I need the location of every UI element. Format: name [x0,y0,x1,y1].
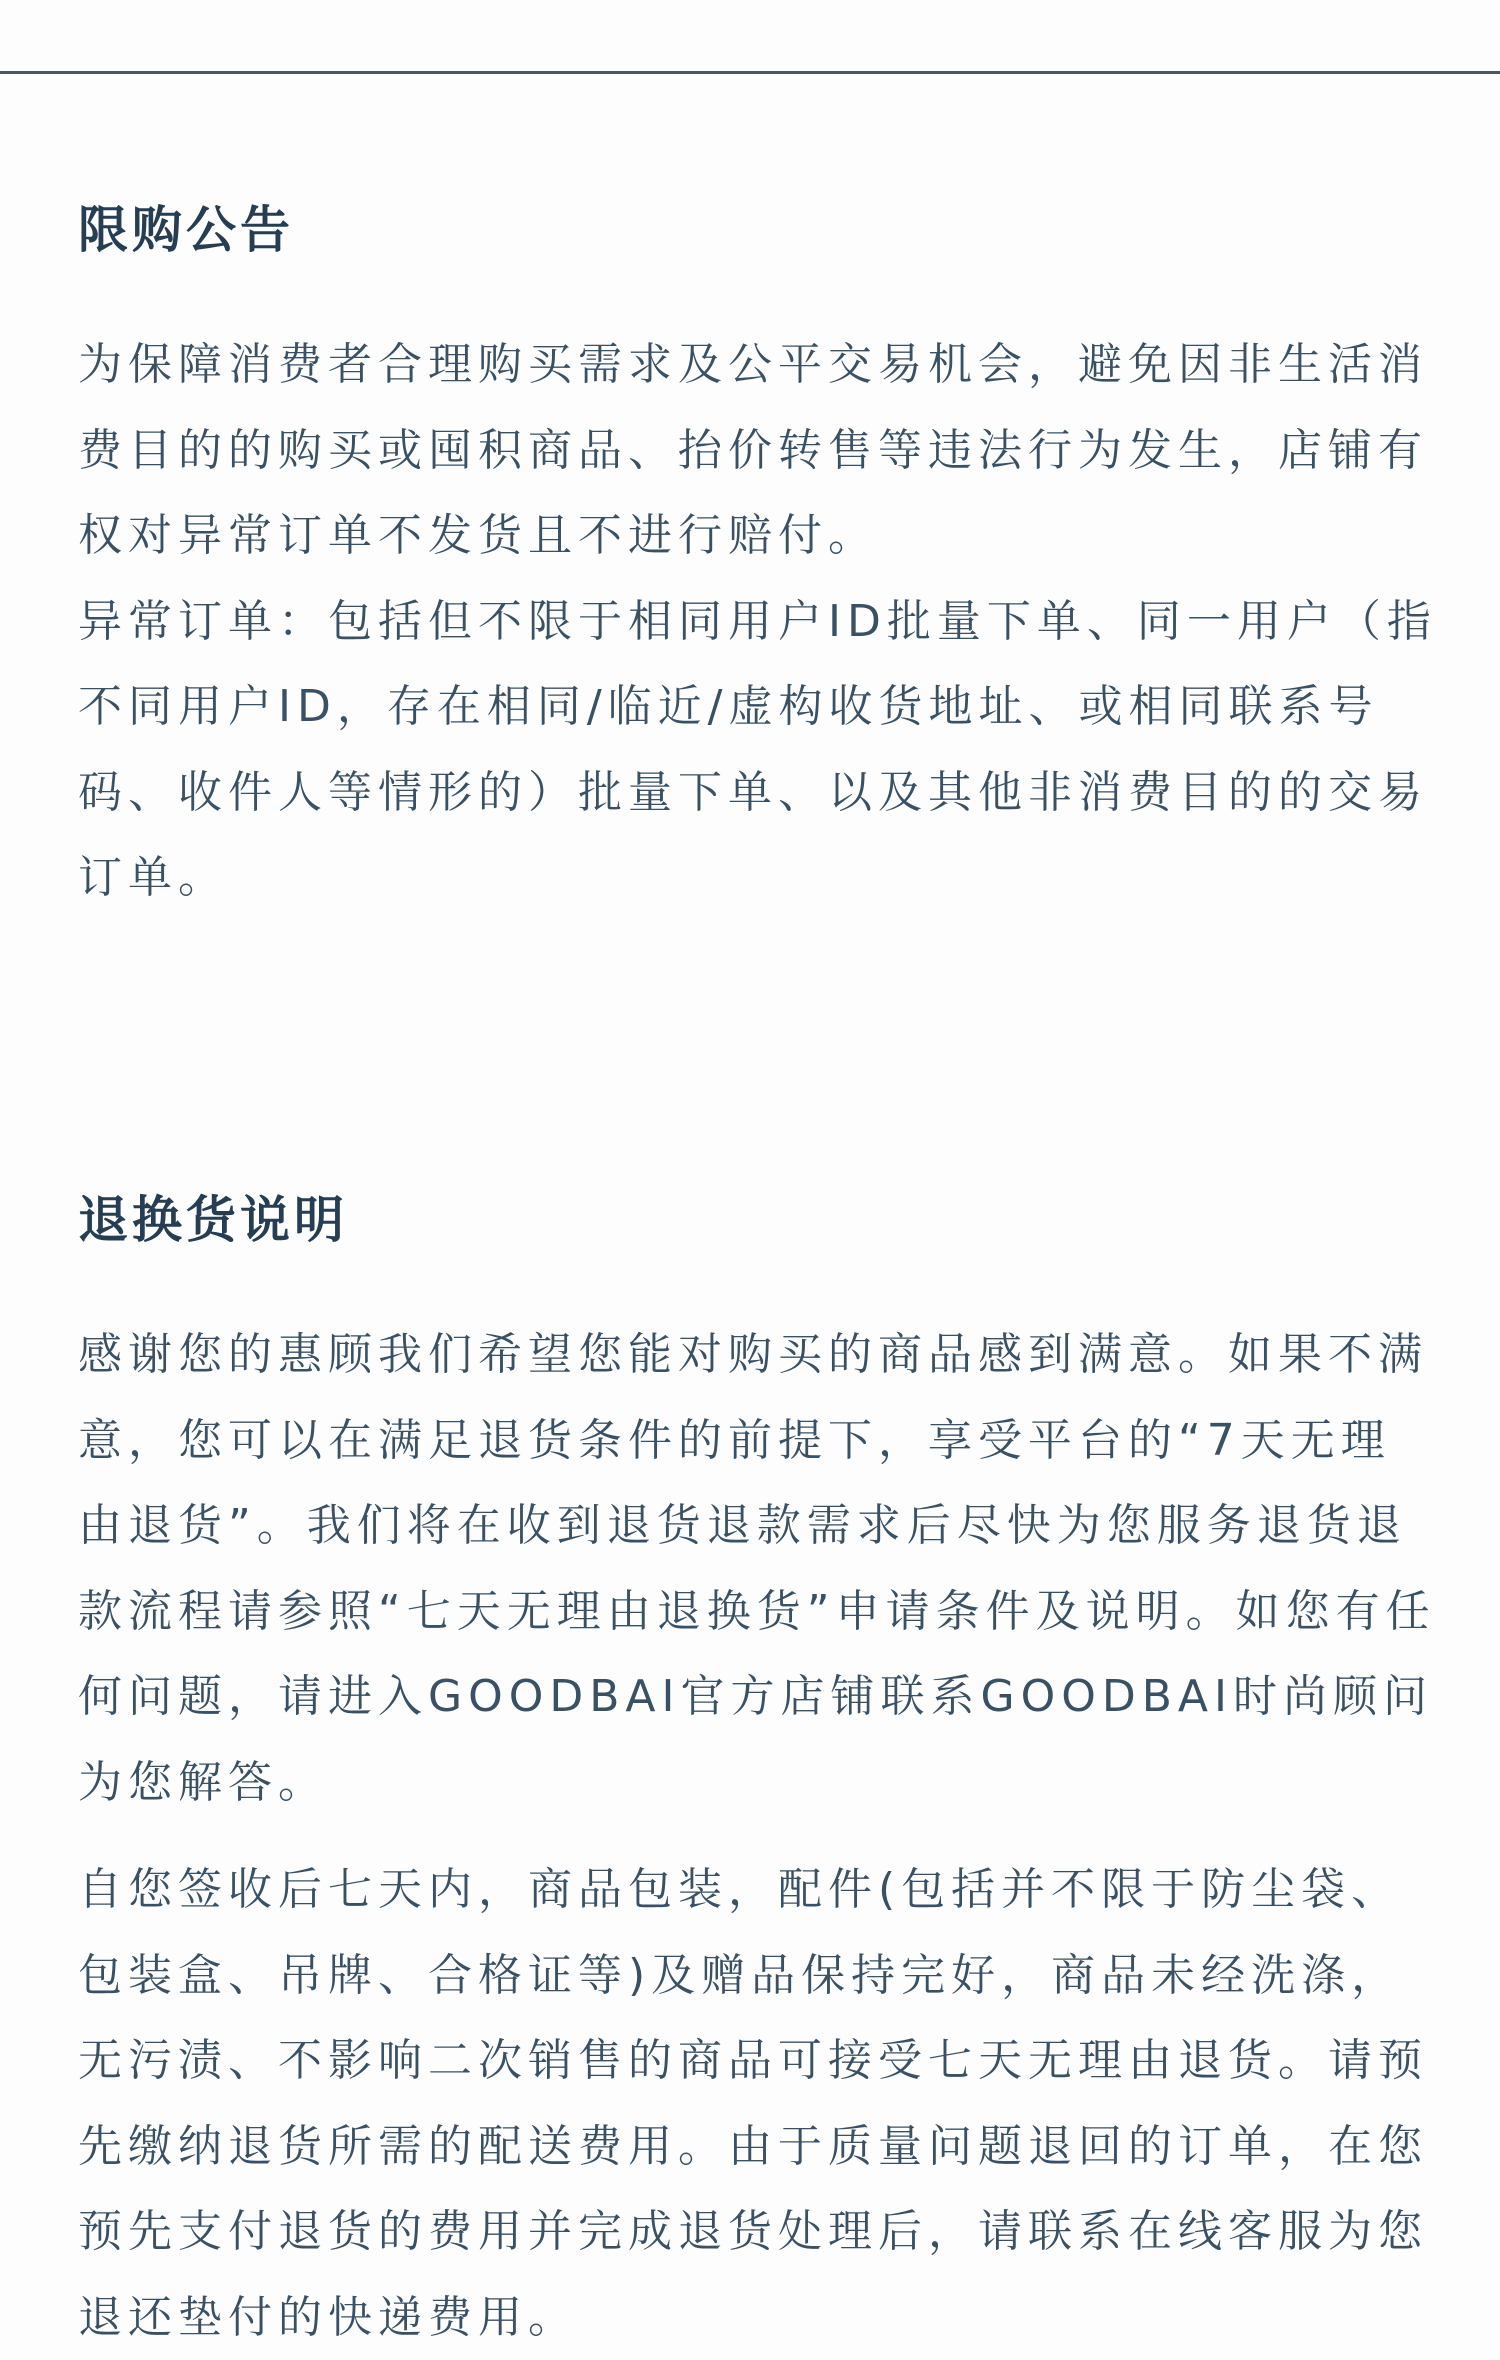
abnormal-order-paragraph: 异常订单：包括但不限于相同用户ID批量下单、同一用户（指不同用户ID，存在相同/临近/虚构收货地址、或相同联系号码、收件人等情形的）批量下单、以及其他非消费目的的交易订单。 [78,595,1437,903]
return-policy-title: 退换货说明 [78,1191,348,1249]
return-policy-body [78,1312,1438,2360]
return-conditions-paragraph: 自您签收后七天内，商品包装，配件(包括并不限于防尘袋、包装盒、吊牌、合格证等)及赠品保持完好，商品未经洗涤，无污渍、不影响二次销售的商品可接受七天无理由退货。请预先缴纳退货所需的配送费用。由于质量问题退回的订单，在您预先支付退货的费用并完成退货处理后，请联系在线客服为您退还垫付的快递费用。 [78,1864,1428,2343]
purchase-limit-section [78,200,1438,921]
return-policy-section [78,1190,1438,2360]
purchase-limit-body [78,322,1438,921]
return-thanks-paragraph: 感谢您的惠顾我们希望您能对购买的商品感到满意。如果不满意，您可以在满足退货条件的前提下，享受平台的“7天无理由退货”。我们将在收到退货退款需求后尽快为您服务退货退款流程请参照“七天无理由退换货”申请条件及说明。如您有任何问题，请进入GOODBAI官方店铺联系GOODBAI时尚顾问为您解答。 [78,1329,1436,1808]
purchase-limit-title: 限购公告 [78,201,294,259]
purchase-limit-paragraph: 为保障消费者合理购买需求及公平交易机会，避免因非生活消费目的的购买或囤积商品、抬价转售等违法行为发生，店铺有权对异常订单不发货且不进行赔付。 [78,339,1428,561]
top-divider [0,71,1500,74]
